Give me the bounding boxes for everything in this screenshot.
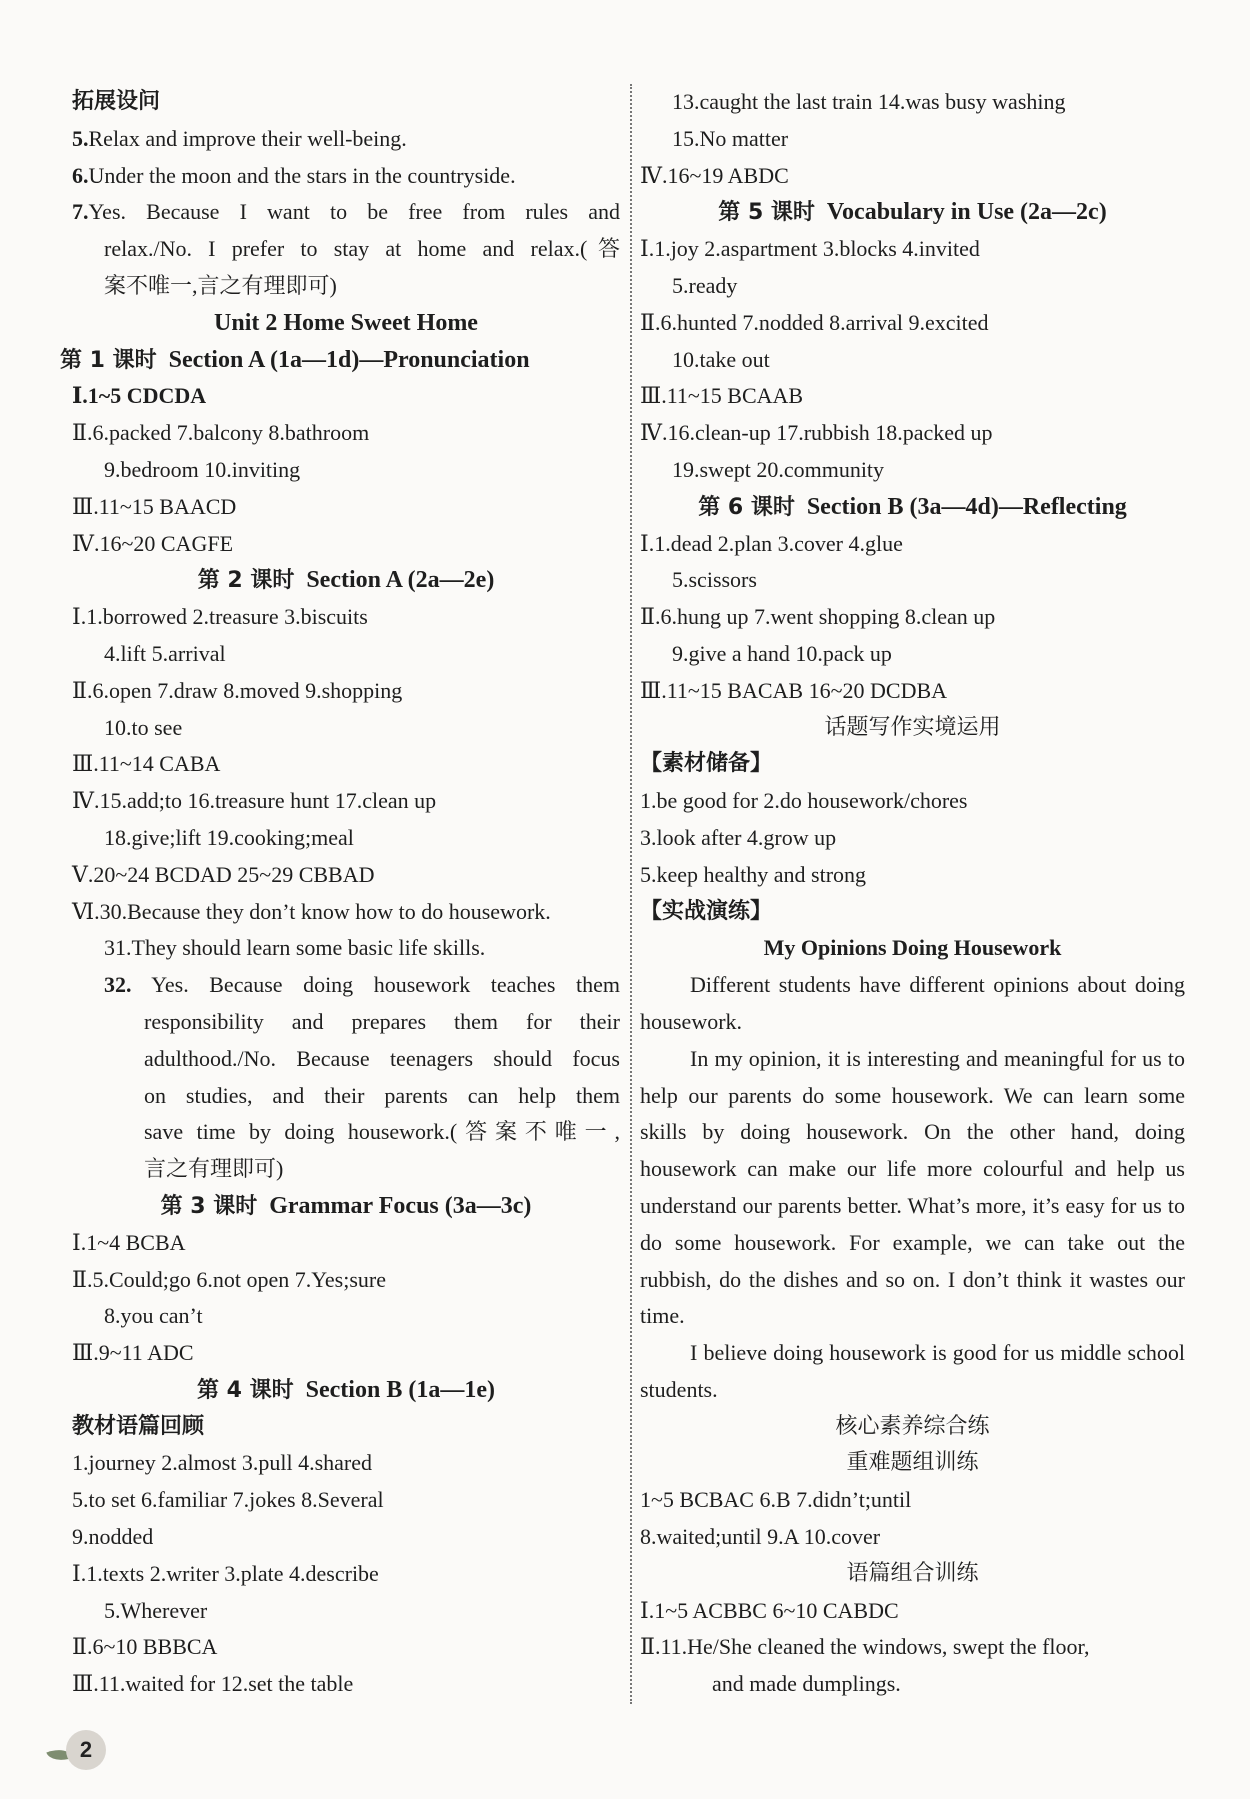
lesson-heading: 第 3 课时 Grammar Focus (3a—3c) [160,1192,532,1219]
answer-line: 5.to set 6.familiar 7.jokes 8.Several [72,1487,384,1513]
practice-heading: 【实战演练】 [640,898,773,924]
answer-line: Ⅲ.11~15 BAACD [72,493,237,519]
answer-line: 9.bedroom 10.inviting [104,456,301,482]
answer-line: 言之有理即可) [144,1156,284,1182]
answer-line: 5.scissors [672,567,757,593]
answer-line: 6.Under the moon and the stars in the countryside. [72,162,516,188]
answer-line: 9.nodded [72,1524,154,1550]
answer-line: 4.lift 5.arrival [104,640,226,666]
answer-line: Ⅰ.1.borrowed 2.treasure 3.biscuits [72,604,368,630]
answer-line: 1.be good for 2.do housework/chores [640,788,968,814]
answer-line: 19.swept 20.community [672,456,885,482]
answer-line: 案不唯一,言之有理即可) [104,272,337,298]
answer-line: Ⅰ.1~4 BCBA [72,1229,186,1255]
answer-line: Ⅳ.16~19 ABDC [640,162,789,188]
answer-line: Ⅰ.1~5 CDCDA [72,383,207,409]
answer-line: Ⅱ.11.He/She cleaned the windows, swept the floor, [640,1634,1090,1660]
essay-title: My Opinions Doing Housework [763,935,1062,961]
essay-body [640,967,1185,1409]
lesson-heading: 第 2 课时 Section A (2a—2e) [197,567,495,594]
answer-line: 10.take out [672,346,770,372]
answer-line: Ⅳ.16~20 CAGFE [72,530,234,556]
answer-line: 18.give;lift 19.cooking;meal [104,824,354,850]
answer-line: Ⅲ.11~15 BACAB 16~20 DCDBA [640,677,948,703]
answer-line: Ⅰ.1.joy 2.aspartment 3.blocks 4.invited [640,236,980,262]
answer-line: Ⅱ.5.Could;go 6.not open 7.Yes;sure [72,1266,387,1292]
essay-paragraph: I believe doing housework is good for us middle school students. [640,1340,1185,1402]
answer-line: Ⅲ.9~11 ADC [72,1340,194,1366]
essay-paragraph: In my opinion, it is interesting and meaningful for us to help our parents do some housework. We can learn some skills by doing housework. On the other hand, doing housework can make our life more colourful and help us understand our parents better. What’s more, it’s easy for us to do some housework. For example, we can take out the rubbish, do the dishes and so on. I don’t think it wastes our time. [640,1045,1185,1329]
answer-line: Ⅰ.1.texts 2.writer 3.plate 4.describe [72,1560,379,1586]
answer-line: 8.you can’t [104,1303,203,1329]
answer-line: adulthood./No. Because teenagers should focus [144,1045,620,1071]
answer-line: Ⅲ.11.waited for 12.set the table [72,1671,354,1697]
right-column [640,84,1185,1703]
answer-line: and made dumplings. [712,1671,901,1697]
difficult-group-heading: 重难题组训练 [846,1450,979,1476]
essay-paragraph: Different students have different opinions about doing housework. [640,972,1185,1034]
lesson-heading: 第 1 课时 Section A (1a—1d)—Pronunciation [60,346,530,373]
answer-line: on studies, and their parents can help them [144,1082,620,1108]
page-number: 2 [79,1737,93,1762]
answer-line: 5.Wherever [104,1597,208,1623]
answer-line: 13.caught the last train 14.was busy washing [672,89,1066,114]
lesson-heading: 第 4 课时 Section B (1a—1e) [197,1376,495,1403]
answer-line: Ⅵ.30.Because they don’t know how to do housework. [72,898,551,924]
page-number-badge [48,1722,114,1776]
answer-line: 31.They should learn some basic life skills. [104,935,486,961]
answer-line: 1~5 BCBAC 6.B 7.didn’t;until [640,1487,912,1513]
answer-line: 3.look after 4.grow up [640,824,837,850]
lesson-heading: 第 5 课时 Vocabulary in Use (2a—2c) [718,199,1107,226]
answer-line: 15.No matter [672,125,789,151]
answer-line: responsibility and prepares them for their [144,1008,620,1034]
unit-title: Unit 2 Home Sweet Home [214,309,478,336]
textbook-review-heading: 教材语篇回顾 [72,1413,205,1439]
lesson-heading: 第 6 课时 Section B (3a—4d)—Reflecting [698,493,1127,520]
answer-line: Ⅱ.6.hunted 7.nodded 8.arrival 9.excited [640,309,989,335]
answer-line: 32. Yes. Because doing housework teaches them [104,972,621,998]
answer-line: Ⅲ.11~14 CABA [72,751,221,777]
answer-line: 5.keep healthy and strong [640,861,867,887]
topic-writing-heading: 话题写作实境运用 [824,714,1001,740]
answer-line: Ⅱ.6.packed 7.balcony 8.bathroom [72,420,370,446]
answer-line: 8.waited;until 9.A 10.cover [640,1524,881,1550]
core-practice-heading: 核心素养综合练 [835,1413,990,1439]
column-divider [630,84,632,1704]
answer-line: Ⅰ.1.dead 2.plan 3.cover 4.glue [640,530,903,556]
answer-line: 1.journey 2.almost 3.pull 4.shared [72,1450,373,1476]
answer-line: relax./No. I prefer to stay at home and relax.(答 [104,236,620,262]
answer-line: Ⅴ.20~24 BCDAD 25~29 CBBAD [72,861,375,887]
answer-line: 9.give a hand 10.pack up [672,640,892,666]
answer-line: Ⅳ.16.clean-up 17.rubbish 18.packed up [640,420,993,446]
extension-question-heading: 拓展设问 [72,89,161,114]
answer-line: Ⅱ.6.hung up 7.went shopping 8.clean up [640,604,996,630]
answer-line: Ⅳ.15.add;to 16.treasure hunt 17.clean up [72,788,437,814]
answer-line: 5.Relax and improve their well-being. [72,125,407,151]
answer-line: Ⅲ.11~15 BCAAB [640,383,804,409]
answer-line: 7.Yes. Because I want to be free from rules and [72,199,620,225]
material-heading: 【素材储备】 [640,751,773,777]
answer-line: 5.ready [672,272,738,298]
reading-group-heading: 语篇组合训练 [846,1560,979,1586]
answer-line: Ⅰ.1~5 ACBBC 6~10 CABDC [640,1597,899,1623]
left-column [60,84,621,1703]
answer-line: 10.to see [104,714,183,740]
answer-line: Ⅱ.6.open 7.draw 8.moved 9.shopping [72,677,403,703]
answer-line: save time by doing housework.(答案不唯一, [144,1119,620,1145]
answer-line: Ⅱ.6~10 BBBCA [72,1634,218,1660]
